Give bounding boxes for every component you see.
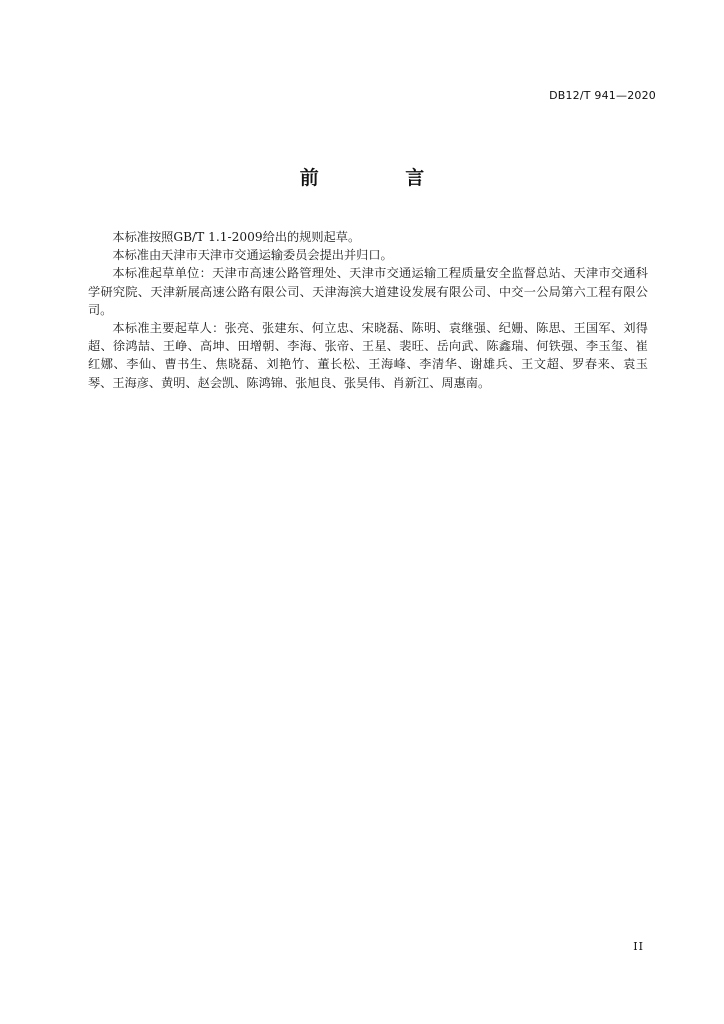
page-title: 前 言 bbox=[299, 167, 465, 189]
paragraph-drafting-rules: 本标准按照GB/T 1.1-2009给出的规则起草。 bbox=[112, 230, 361, 244]
paragraph-drafting-units: 本标准起草单位：天津市高速公路管理处、天津市交通运输工程质量安全监督总站、天津市交通科学研究院、天津新展高速公路有限公司、天津海滨大道建设发展有限公司、中交一公局第六工程有限公司。 bbox=[88, 266, 648, 317]
foreword-body bbox=[88, 228, 648, 392]
paragraph-proposer: 本标准由天津市天津市交通运输委员会提出并归口。 bbox=[112, 248, 393, 263]
standard-code: DB12/T 941—2020 bbox=[549, 89, 656, 102]
paragraph-drafters: 本标准主要起草人：张亮、张建东、何立忠、宋晓磊、陈明、袁继强、纪姗、陈思、王国军、刘得超、徐鸿喆、王峥、高坤、田增朝、李海、张帝、王星、裴旺、岳向武、陈鑫瑞、何铁强、李玉玺、崔红娜、李仙、曹书生、焦晓磊、刘艳竹、董长松、王海峰、李清华、谢雄兵、王文超、罗春来、袁玉琴、王海彦、黄明、赵会凯、陈鸿锦、张旭良、张昊伟、肖新江、周惠南。 bbox=[88, 321, 648, 390]
page-number: II bbox=[633, 940, 644, 953]
